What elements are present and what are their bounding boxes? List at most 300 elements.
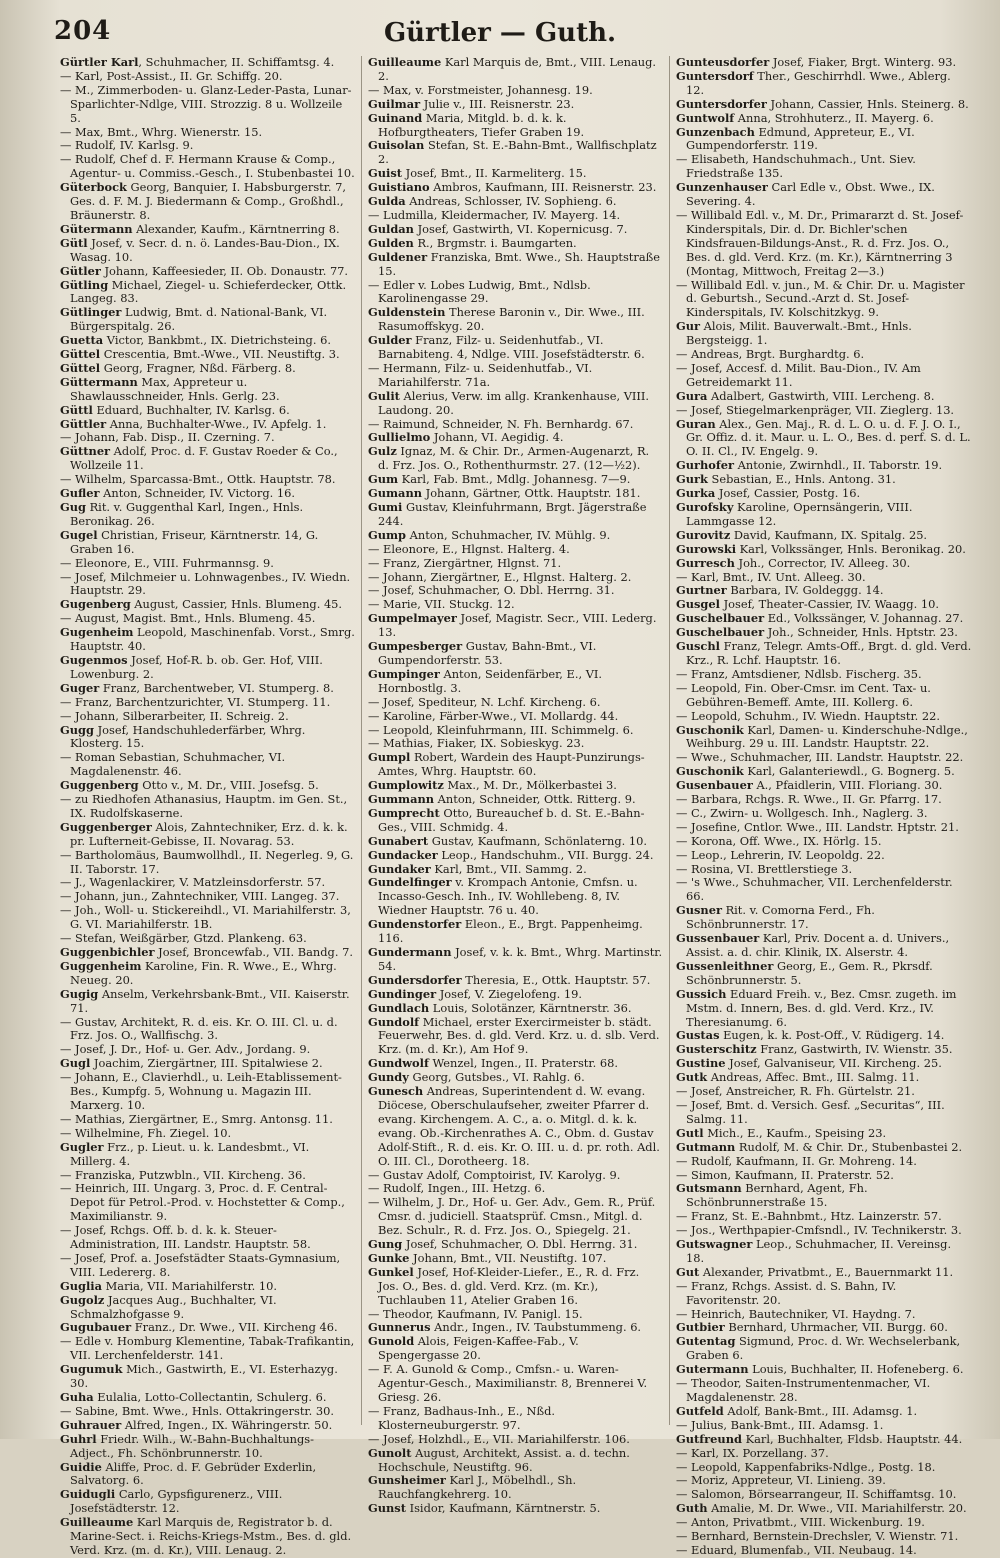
directory-entry — [368, 710, 663, 724]
entry-surname: Guschonik — [676, 764, 744, 779]
directory-entry — [676, 1155, 972, 1169]
entry-details: Eduard, Buchhalter, IV. Karlsg. 6. — [92, 402, 290, 417]
directory-entry — [676, 1127, 972, 1141]
entry-surname: Gussich — [676, 986, 727, 1001]
entry-details: — Johann, Ziergärtner, E., Hlgnst. Halterg. 2. — [368, 569, 632, 584]
directory-entry — [676, 1071, 972, 1085]
entry-details: — J., Wagenlackirer, V. Matzleinsdorferstr. 57. — [60, 875, 326, 890]
directory-entry — [60, 626, 355, 654]
entry-details: — Leop., Lehrerin, IV. Leopoldg. 22. — [676, 847, 885, 862]
entry-details: Antonie, Zwirnhdl., II. Taborstr. 19. — [734, 458, 943, 473]
page-header — [40, 14, 960, 54]
entry-surname: Gumplowitz — [368, 778, 444, 793]
entry-details: Karl, Buchhalter, Fldsb. Hauptstr. 44. — [741, 1431, 963, 1446]
entry-details: Louis, Buchhalter, II. Hofeneberg. 6. — [748, 1362, 964, 1377]
directory-entry — [676, 209, 972, 279]
directory-entry — [676, 1405, 972, 1419]
directory-entry — [676, 1141, 972, 1155]
entry-details: Carlo, Gypsfigurenerz., VIII. Josefstädterstr. 12. — [70, 1487, 283, 1516]
directory-entry — [60, 571, 355, 599]
directory-entry — [676, 1447, 972, 1461]
directory-entry — [676, 1057, 972, 1071]
entry-surname: Gunteusdorfer — [676, 55, 770, 69]
entry-surname: Gundy — [368, 1070, 409, 1085]
directory-entry — [60, 1127, 355, 1141]
entry-surname: Güttel — [60, 360, 101, 375]
directory-entry — [60, 821, 355, 849]
entry-details: — M., Zimmerboden- u. Glanz-Leder-Pasta, Lunar-Sparlichter-Ndlge, VIII. Strozzig. 8 u. Wollzeile 5. — [60, 82, 352, 125]
entry-details: — Josef, Bmt. d. Versich. Gesf. „Securitas“, III. Salmg. 11. — [676, 1097, 945, 1126]
entry-details: — Max, v. Forstmeister, Johannesg. 19. — [368, 82, 593, 97]
entry-surname: Gunzenhauser — [676, 180, 768, 195]
entry-surname: Güttner — [60, 444, 111, 459]
entry-surname: Guinand — [368, 110, 423, 125]
entry-details: — Rudolf, Kaufmann, II. Gr. Mohreng. 14. — [676, 1153, 917, 1168]
entry-details: Louis, Solotänzer, Kärntnerstr. 36. — [429, 1000, 632, 1015]
entry-surname: Gumpinger — [368, 666, 440, 681]
entry-surname: Guggenheim — [60, 958, 142, 973]
entry-details: Franz, Filz- u. Seidenhutfab., VI. Barnabiteng. 4, Ndlge. VIII. Josefstädterstr. 6. — [378, 333, 645, 362]
entry-details: — C., Zwirn- u. Wollgesch. Inh., Naglerg. 3. — [676, 805, 928, 820]
entry-details: Otto v., M. Dr., VIII. Josefsg. 5. — [138, 778, 319, 793]
directory-entry — [60, 334, 355, 348]
entry-surname: Gugler — [60, 1139, 104, 1154]
entry-surname: Gulden — [368, 235, 414, 250]
entry-details: — Wwe., Schuhmacher, III. Landstr. Hauptstr. 22. — [676, 750, 964, 765]
directory-entry — [60, 696, 355, 710]
directory-entry — [368, 946, 663, 974]
entry-surname: Gundlach — [368, 1000, 430, 1015]
entry-details: Alois, Zahntechniker, Erz. d. k. k. pr. Lufterneit-Gebisse, II. Novarag. 53. — [70, 819, 348, 848]
directory-entry — [676, 1516, 972, 1530]
entry-details: — Josef, Rchgs. Off. b. d. k. k. Steuer-Administration, III. Landstr. Hauptstr. 58. — [60, 1223, 311, 1252]
directory-entry — [676, 1474, 972, 1488]
directory-entry — [60, 682, 355, 696]
entry-surname: Gumann — [368, 486, 423, 501]
directory-entry — [676, 1099, 972, 1127]
directory-entry — [368, 1502, 663, 1516]
directory-entry — [676, 598, 972, 612]
directory-entry — [60, 890, 355, 904]
entry-surname: Gütl — [60, 235, 88, 250]
directory-entry — [368, 640, 663, 668]
entry-details: Andreas, Schlosser, IV. Sophieng. 6. — [405, 194, 617, 209]
directory-entry — [60, 1405, 355, 1419]
directory-entry — [676, 1169, 972, 1183]
directory-entry — [676, 112, 972, 126]
directory-entry — [676, 793, 972, 807]
directory-entry — [60, 487, 355, 501]
directory-entry — [676, 529, 972, 543]
directory-entry — [368, 223, 663, 237]
directory-entry — [368, 251, 663, 279]
entry-details: R., Brgmstr. i. Baumgarten. — [413, 235, 577, 250]
entry-details: Andreas, Affec. Bmt., III. Salmg. 11. — [707, 1070, 920, 1085]
directory-entry — [60, 431, 355, 445]
entry-details: Sigmund, Proc. d. Wr. Wechselerbank, Graben 6. — [686, 1334, 961, 1363]
entry-surname: Guistiano — [368, 180, 430, 195]
entry-details: — Wilhelm, J. Dr., Hof- u. Ger. Adv., Gem. R., Prüf. Cmsr. d. judiciell. Staatsprüf. Cmsn., Mitgl. d. Bez. Schulr., R. d. Frz. Jos. O., Spiegelg. 21. — [368, 1195, 656, 1238]
directory-entry — [676, 807, 972, 821]
entry-details: Joh., Corrector, IV. Alleeg. 30. — [734, 555, 911, 570]
directory-entry — [676, 487, 972, 501]
directory-entry — [368, 139, 663, 167]
directory-entry — [676, 626, 972, 640]
entry-surname: Gugg — [60, 722, 94, 737]
entry-surname: Güttermann — [60, 374, 138, 389]
entry-surname: Gunesch — [368, 1084, 424, 1099]
entry-surname: Gundermann — [368, 945, 452, 959]
entry-surname: Guetta — [60, 333, 104, 348]
directory-entry — [60, 362, 355, 376]
directory-entry — [368, 1308, 663, 1322]
entry-details: Josef, Fiaker, Brgt. Winterg. 93. — [769, 55, 957, 69]
entry-details: — Korona, Off. Wwe., IX. Hörlg. 15. — [676, 833, 882, 848]
entry-surname: Guilleaume — [368, 55, 442, 69]
directory-entry — [60, 279, 355, 307]
entry-surname: Gugumuk — [60, 1362, 123, 1377]
directory-entry — [368, 571, 663, 585]
entry-surname: Gunkel — [368, 1264, 414, 1279]
entry-surname: Gundelfinger — [368, 875, 452, 890]
entry-surname: Guschelbauer — [676, 625, 765, 640]
directory-entry — [676, 751, 972, 765]
entry-details: Franziska, Bmt. Wwe., Sh. Hauptstraße 15. — [378, 249, 660, 278]
entry-details: — Karl, IX. Porzellang. 37. — [676, 1445, 829, 1460]
directory-entry — [368, 390, 663, 418]
entry-details: Edmund, Appreteur, E., VI. Gumpendorferstr. 119. — [686, 124, 915, 153]
entry-details: Alex., Gen. Maj., R. d. L. O. u. d. F. J. O. I., Gr. Offiz. d. it. Maur. u. L. O., Bes. d. perf. S. d. L. O. II. Cl., IV. Engelg. 9. — [686, 416, 971, 459]
entry-details: Ed., Volkssänger, V. Johannag. 27. — [764, 611, 964, 626]
entry-surname: Gurk — [676, 472, 708, 487]
entry-details: Leopold, Maschinenfab. Vorst., Smrg. Hauptstr. 40. — [70, 625, 355, 654]
directory-entry — [676, 863, 972, 877]
directory-entry — [60, 223, 355, 237]
directory-entry — [676, 932, 972, 960]
entry-details: Eulalia, Lotto-Collectantin, Schulerg. 6. — [93, 1390, 327, 1404]
directory-entry — [676, 1488, 972, 1502]
column-2 — [362, 55, 670, 1516]
directory-entry — [676, 557, 972, 571]
directory-entry — [60, 932, 355, 946]
directory-entry — [676, 501, 972, 529]
entry-details: Bernhard, Agent, Fh. Schönbrunnerstraße 15. — [686, 1181, 868, 1210]
directory-entry — [60, 473, 355, 487]
entry-details: Maria, Mitgld. b. d. k. k. Hofburgtheaters, Tiefer Graben 19. — [378, 110, 585, 139]
directory-entry — [676, 126, 972, 154]
entry-details: Karl, Galanteriewdl., G. Bognerg. 5. — [743, 764, 955, 779]
directory-entry — [60, 237, 355, 265]
directory-entry — [368, 1363, 663, 1405]
entry-details: Andr., Ingen., IV. Taubstummeng. 6. — [430, 1320, 642, 1335]
directory-entry — [368, 445, 663, 473]
entry-details: Alexander, Kaufm., Kärntnerring 8. — [132, 221, 340, 236]
entry-surname: Gütler — [60, 263, 101, 278]
entry-surname: Guilmar — [368, 96, 421, 111]
entry-details: — Julius, Bank-Bmt., III. Adamsg. 1. — [676, 1417, 884, 1432]
directory-entry — [60, 376, 355, 404]
entry-details: — Mathias, Ziergärtner, E., Smrg. Antonsg. 11. — [60, 1111, 333, 1126]
entry-details: Therese Baronin v., Dir. Wwe., III. Rasumoffskyg. 20. — [378, 305, 645, 334]
column-3 — [670, 55, 978, 1557]
entry-surname: Guldenstein — [368, 305, 446, 320]
entry-surname: Gugl — [60, 1056, 91, 1071]
directory-entry — [676, 320, 972, 348]
entry-details: — Franz, Badhaus-Inh., E., Nßd. Klosterneuburgerstr. 97. — [368, 1403, 556, 1432]
entry-details: — Franz, Amtsdiener, Ndlsb. Fischerg. 35. — [676, 666, 922, 681]
entry-details: — Eleonore, E., VIII. Fuhrmannsg. 9. — [60, 555, 274, 570]
entry-details: — Josef, Prof. a. Josefstädter Staats-Gymnasium, VIII. Ledererg. 8. — [60, 1250, 341, 1279]
entry-details: Josef, Theater-Cassier, IV. Waagg. 10. — [719, 597, 939, 612]
directory-entry — [60, 181, 355, 223]
entry-surname: Gütlinger — [60, 305, 122, 320]
entry-details: Karl, Priv. Docent a. d. Univers., Assist. a. d. chir. Klinik, IX. Alserstr. 4. — [686, 931, 950, 959]
directory-entry — [368, 557, 663, 571]
entry-details: Franz, Gastwirth, IV. Wienstr. 35. — [756, 1042, 953, 1057]
directory-entry — [676, 1502, 972, 1516]
entry-surname: Gütling — [60, 277, 109, 292]
directory-entry — [368, 1252, 663, 1266]
entry-details: Sebastian, E., Hnls. Antong. 31. — [707, 472, 896, 487]
entry-details: Michael, Ziegel- u. Schieferdecker, Ottk. Langeg. 83. — [70, 277, 347, 306]
entry-details: — Bernhard, Bernstein-Drechsler, V. Wienstr. 71. — [676, 1529, 959, 1544]
directory-entry — [676, 459, 972, 473]
entry-surname: Gutbier — [676, 1320, 725, 1335]
directory-entry — [368, 237, 663, 251]
entry-surname: Guidugli — [60, 1487, 116, 1502]
entry-details: Friedr. Wilh., W.-Bahn-Buchhaltungs-Adject., Fh. Schönbrunnerstr. 10. — [70, 1431, 314, 1460]
directory-entry — [676, 473, 972, 487]
entry-details: — Leopold, Fin. Ober-Cmsr. im Cent. Tax- u. Gebühren-Bemeff. Amte, III. Kollerg. 6. — [676, 680, 931, 709]
directory-entry — [60, 557, 355, 571]
directory-entry — [368, 543, 663, 557]
directory-entry — [60, 1294, 355, 1322]
directory-entry — [676, 1029, 972, 1043]
directory-entry — [60, 724, 355, 752]
directory-entry — [368, 584, 663, 598]
entry-details: — Johann, Silberarbeiter, II. Schreig. 2. — [60, 708, 289, 723]
entry-surname: Gullielmo — [368, 430, 431, 445]
directory-entry — [368, 112, 663, 140]
entry-details: — Eleonore, E., Hlgnst. Halterg. 4. — [368, 541, 570, 556]
directory-entry — [60, 70, 355, 84]
directory-entry — [368, 1335, 663, 1363]
entry-details: Joh., Schneider, Hnls. Hptstr. 23. — [764, 625, 958, 640]
entry-details: — Leopold, Kleinfuhrmann, III. Schimmelg. 6. — [368, 722, 634, 737]
entry-details: Stefan, St. E.-Bahn-Bmt., Wallfischplatz 2. — [378, 138, 657, 167]
directory-entry — [676, 835, 972, 849]
directory-entry — [368, 306, 663, 334]
directory-entry — [676, 98, 972, 112]
directory-entry — [368, 918, 663, 946]
entry-surname: Gurresch — [676, 555, 735, 570]
entry-details: — Karl, Post-Assist., II. Gr. Schiffg. 20. — [60, 68, 283, 83]
entry-surname: Guglia — [60, 1278, 103, 1293]
entry-details: — Sabine, Bmt. Wwe., Hnls. Ottakringerstr. 30. — [60, 1403, 334, 1418]
entry-details: Anna, Buchhalter-Wwe., IV. Apfelg. 1. — [106, 416, 327, 431]
entry-details: Johann, VI. Aegidig. 4. — [430, 430, 564, 445]
directory-entry — [676, 1280, 972, 1308]
entry-details: Karl, Volkssänger, Hnls. Beronikag. 20. — [736, 541, 966, 556]
entry-surname: Guisolan — [368, 138, 425, 153]
entry-details: — Johann, Fab. Disp., II. Czerning. 7. — [60, 430, 275, 445]
directory-entry — [60, 1321, 355, 1335]
entry-details: August, Architekt, Assist. a. d. techn. Hochschule, Neustiftg. 96. — [378, 1445, 630, 1474]
entry-details: Victor, Bankbmt., IX. Dietrichsteing. 6. — [103, 333, 331, 348]
entry-surname: Guschl — [676, 639, 720, 654]
entry-surname: Gutfeld — [676, 1403, 724, 1418]
entry-surname: Gutl — [676, 1125, 704, 1140]
directory-entry — [676, 1321, 972, 1335]
entry-surname: Guhrl — [60, 1431, 97, 1446]
entry-details: Ludwig, Bmt. d. National-Bank, VI. Bürgerspitalg. 26. — [70, 305, 328, 334]
entry-surname: Gulda — [368, 194, 406, 209]
entry-surname: Gunabert — [368, 833, 429, 848]
entry-surname: Gunzenbach — [676, 124, 755, 139]
directory-entry — [60, 598, 355, 612]
directory-entry — [60, 1335, 355, 1363]
entry-details: — Salomon, Börsearrangeur, II. Schiffamtsg. 10. — [676, 1487, 957, 1502]
directory-entry — [368, 418, 663, 432]
entry-details: Mich., Gastwirth, E., VI. Esterhazyg. 30. — [70, 1362, 338, 1391]
directory-entry — [676, 640, 972, 668]
directory-entry — [676, 988, 972, 1030]
directory-entry — [368, 279, 663, 307]
entry-surname: Gundwolf — [368, 1056, 429, 1071]
entry-details: Adolf, Bank-Bmt., III. Adamsg. 1. — [723, 1403, 918, 1418]
directory-entry — [60, 445, 355, 473]
entry-surname: Gussenleithner — [676, 958, 774, 973]
directory-entry — [676, 1308, 972, 1322]
entry-details: Leop., Handschuhm., VII. Burgg. 24. — [437, 847, 654, 862]
entry-details: Rit. v. Guggenthal Karl, Ingen., Hnls. Beronikag. 26. — [70, 500, 304, 528]
entry-details: — Simon, Kaufmann, II. Praterstr. 52. — [676, 1167, 894, 1182]
entry-surname: Gura — [676, 388, 708, 403]
entry-details: — Josef, Schuhmacher, O. Dbl. Herrng. 31. — [368, 583, 615, 598]
directory-entry — [60, 1419, 355, 1433]
directory-entry — [676, 1043, 972, 1057]
directory-entry — [60, 1224, 355, 1252]
directory-entry — [60, 1113, 355, 1127]
entry-details: — Rudolf, IV. Karlsg. 9. — [60, 138, 194, 153]
entry-details: — Willibald Edl. v., M. Dr., Primararzt d. St. Josef-Kinderspitals, Dir. d. Dr. Bichler'schen Kindsfrauen-Bildungs-Anst., R. d. Frz. Jos. O., Bes. d. gld. Verd. Krz. (m. Kr.), Kärntnerring 3 (Montag, Mittwoch, Freitag 2—3.) — [676, 207, 964, 278]
directory-entry — [676, 153, 972, 181]
entry-surname: Gundenstorfer — [368, 917, 462, 932]
directory-entry — [368, 1433, 663, 1447]
entry-surname: Gugel — [60, 527, 98, 542]
directory-entry — [60, 1363, 355, 1391]
entry-details: Gustav, Bahn-Bmt., VI. Gumpendorferstr. 53. — [378, 639, 597, 667]
entry-surname: Guggenberger — [60, 819, 152, 834]
entry-details: — Rudolf, Chef d. F. Hermann Krause & Comp., Agentur- u. Commiss.-Gesch., I. Stubenbastei 10. — [60, 152, 355, 181]
directory-entry — [368, 195, 663, 209]
entry-surname: Gustine — [676, 1056, 726, 1071]
directory-entry — [368, 501, 663, 529]
directory-entry — [368, 1085, 663, 1168]
entry-surname: Gutfreund — [676, 1431, 742, 1446]
entry-details: Aliffe, Proc. d. F. Gebrüder Exderlin, Salvatorg. 6. — [70, 1459, 317, 1488]
directory-entry — [676, 1210, 972, 1224]
entry-details: — Edler v. Lobes Ludwig, Bmt., Ndlsb. Karolinengasse 29. — [368, 277, 591, 306]
entry-surname: Gundacker — [368, 847, 438, 862]
directory-entry — [676, 418, 972, 460]
entry-surname: Gumprecht — [368, 805, 440, 820]
entry-surname: Gung — [368, 1237, 403, 1252]
entry-surname: Guntersdorf — [676, 68, 754, 83]
entry-details: Ther., Geschirrhdl. Wwe., Ablerg. 12. — [686, 68, 951, 97]
entry-details: Karoline, Opernsängerin, VIII. Lammgasse 12. — [686, 500, 913, 528]
entry-surname: Gurhofer — [676, 458, 735, 473]
directory-entry — [60, 1071, 355, 1113]
directory-entry — [368, 56, 663, 84]
entry-details: — Andreas, Brgt. Burghardtg. 6. — [676, 347, 865, 362]
entry-details: Georg, Fragner, Nßd. Färberg. 8. — [100, 360, 296, 375]
directory-entry — [676, 779, 972, 793]
entry-details: — Marie, VII. Stuckg. 12. — [368, 597, 515, 612]
directory-entry — [368, 1321, 663, 1335]
page-number: 204 — [54, 16, 112, 46]
directory-entry — [676, 543, 972, 557]
entry-surname: Gugolz — [60, 1292, 105, 1307]
entry-surname: Gundolf — [368, 1014, 420, 1029]
entry-details: Anton, Schneider, Ottk. Ritterg. 9. — [434, 792, 636, 807]
entry-details: — Hermann, Filz- u. Seidenhutfab., VI. Mariahilferstr. 71a. — [368, 360, 593, 389]
entry-details: Rit. v. Comorna Ferd., Fh. Schönbrunnerstr. 17. — [686, 903, 875, 932]
entry-surname: Gunold — [368, 1334, 415, 1349]
directory-entry — [368, 724, 663, 738]
directory-entry — [60, 1182, 355, 1224]
entry-details: Ambros, Kaufmann, III. Reisnerstr. 23. — [429, 180, 657, 195]
directory-entry — [60, 1433, 355, 1461]
entry-surname: Guger — [60, 680, 100, 695]
entry-details: Josef, Schuhmacher, O. Dbl. Herrng. 31. — [402, 1237, 638, 1252]
directory-entry — [676, 70, 972, 98]
entry-details: — 's Wwe., Schuhmacher, VII. Lerchenfelderstr. 66. — [676, 875, 953, 904]
entry-surname: Gumpl — [368, 750, 411, 765]
entry-surname: Güttel — [60, 347, 101, 362]
entry-details: Franz., Dr. Wwe., VII. Kircheng 46. — [131, 1320, 338, 1335]
directory-entry — [368, 988, 663, 1002]
entry-details: — Roman Sebastian, Schuhmacher, VI. Magdalenenstr. 46. — [60, 750, 286, 779]
entry-details: — Rosina, VI. Brettlerstiege 3. — [676, 861, 853, 876]
directory-entry — [60, 501, 355, 529]
entry-details: Eugen, k. k. Post-Off., V. Rüdigerg. 14. — [719, 1028, 945, 1043]
directory-entry — [368, 1238, 663, 1252]
entry-surname: Guth — [676, 1501, 708, 1516]
entry-details: — zu Riedhofen Athanasius, Hauptm. im Gen. St., IX. Rudolfskaserne. — [60, 792, 348, 820]
entry-details: Karl Marquis de, Bmt., VIII. Lenaug. 2. — [378, 55, 657, 83]
entry-details: Josef, Handschuhlederfärber, Whrg. Klosterg. 15. — [70, 722, 306, 751]
entry-details: — Franz, Barchentzurichter, VI. Stumperg. 11. — [60, 694, 331, 709]
entry-details: — Edle v. Homburg Klementine, Tabak-Trafikantin, VII. Lerchenfelderstr. 141. — [60, 1334, 355, 1363]
directory-entry — [60, 612, 355, 626]
directory-entry — [368, 1196, 663, 1238]
entry-details: A., Pfaidlerin, VIII. Floriang. 30. — [752, 778, 943, 793]
entry-details: Johann, Gärtner, Ottk. Hauptstr. 181. — [422, 486, 641, 501]
entry-details: Alois, Milit. Bauverwalt.-Bmt., Hnls. Bergsteigg. 1. — [686, 319, 912, 348]
entry-details: Theresia, E., Ottk. Hauptstr. 57. — [461, 972, 651, 987]
entry-details: Josef, Hof-Kleider-Liefer., E., R. d. Frz. Jos. O., Bes. d. gld. Verd. Krz. (m. Kr.), Tuchlauben 11, Atelier Graben 16. — [378, 1264, 640, 1307]
entry-details: Max, Appreteur u. Shawlausschneider, Hnls. Gerlg. 23. — [70, 374, 280, 403]
entry-details: — Joh., Woll- u. Stickereihdl., VI. Mariahilferstr. 3, G. VI. Mariahilferstr. 1B. — [60, 903, 351, 932]
directory-entry — [676, 1363, 972, 1377]
entry-details: Karl J., Möbelhdl., Sh. Rauchfangkehrerg. 10. — [378, 1473, 577, 1502]
directory-entry — [60, 1016, 355, 1044]
directory-entry — [60, 404, 355, 418]
entry-details: Anselm, Verkehrsbank-Bmt., VII. Kaiserstr. 71. — [70, 986, 350, 1015]
entry-surname: Gug — [60, 500, 86, 514]
directory-entry — [60, 56, 355, 70]
